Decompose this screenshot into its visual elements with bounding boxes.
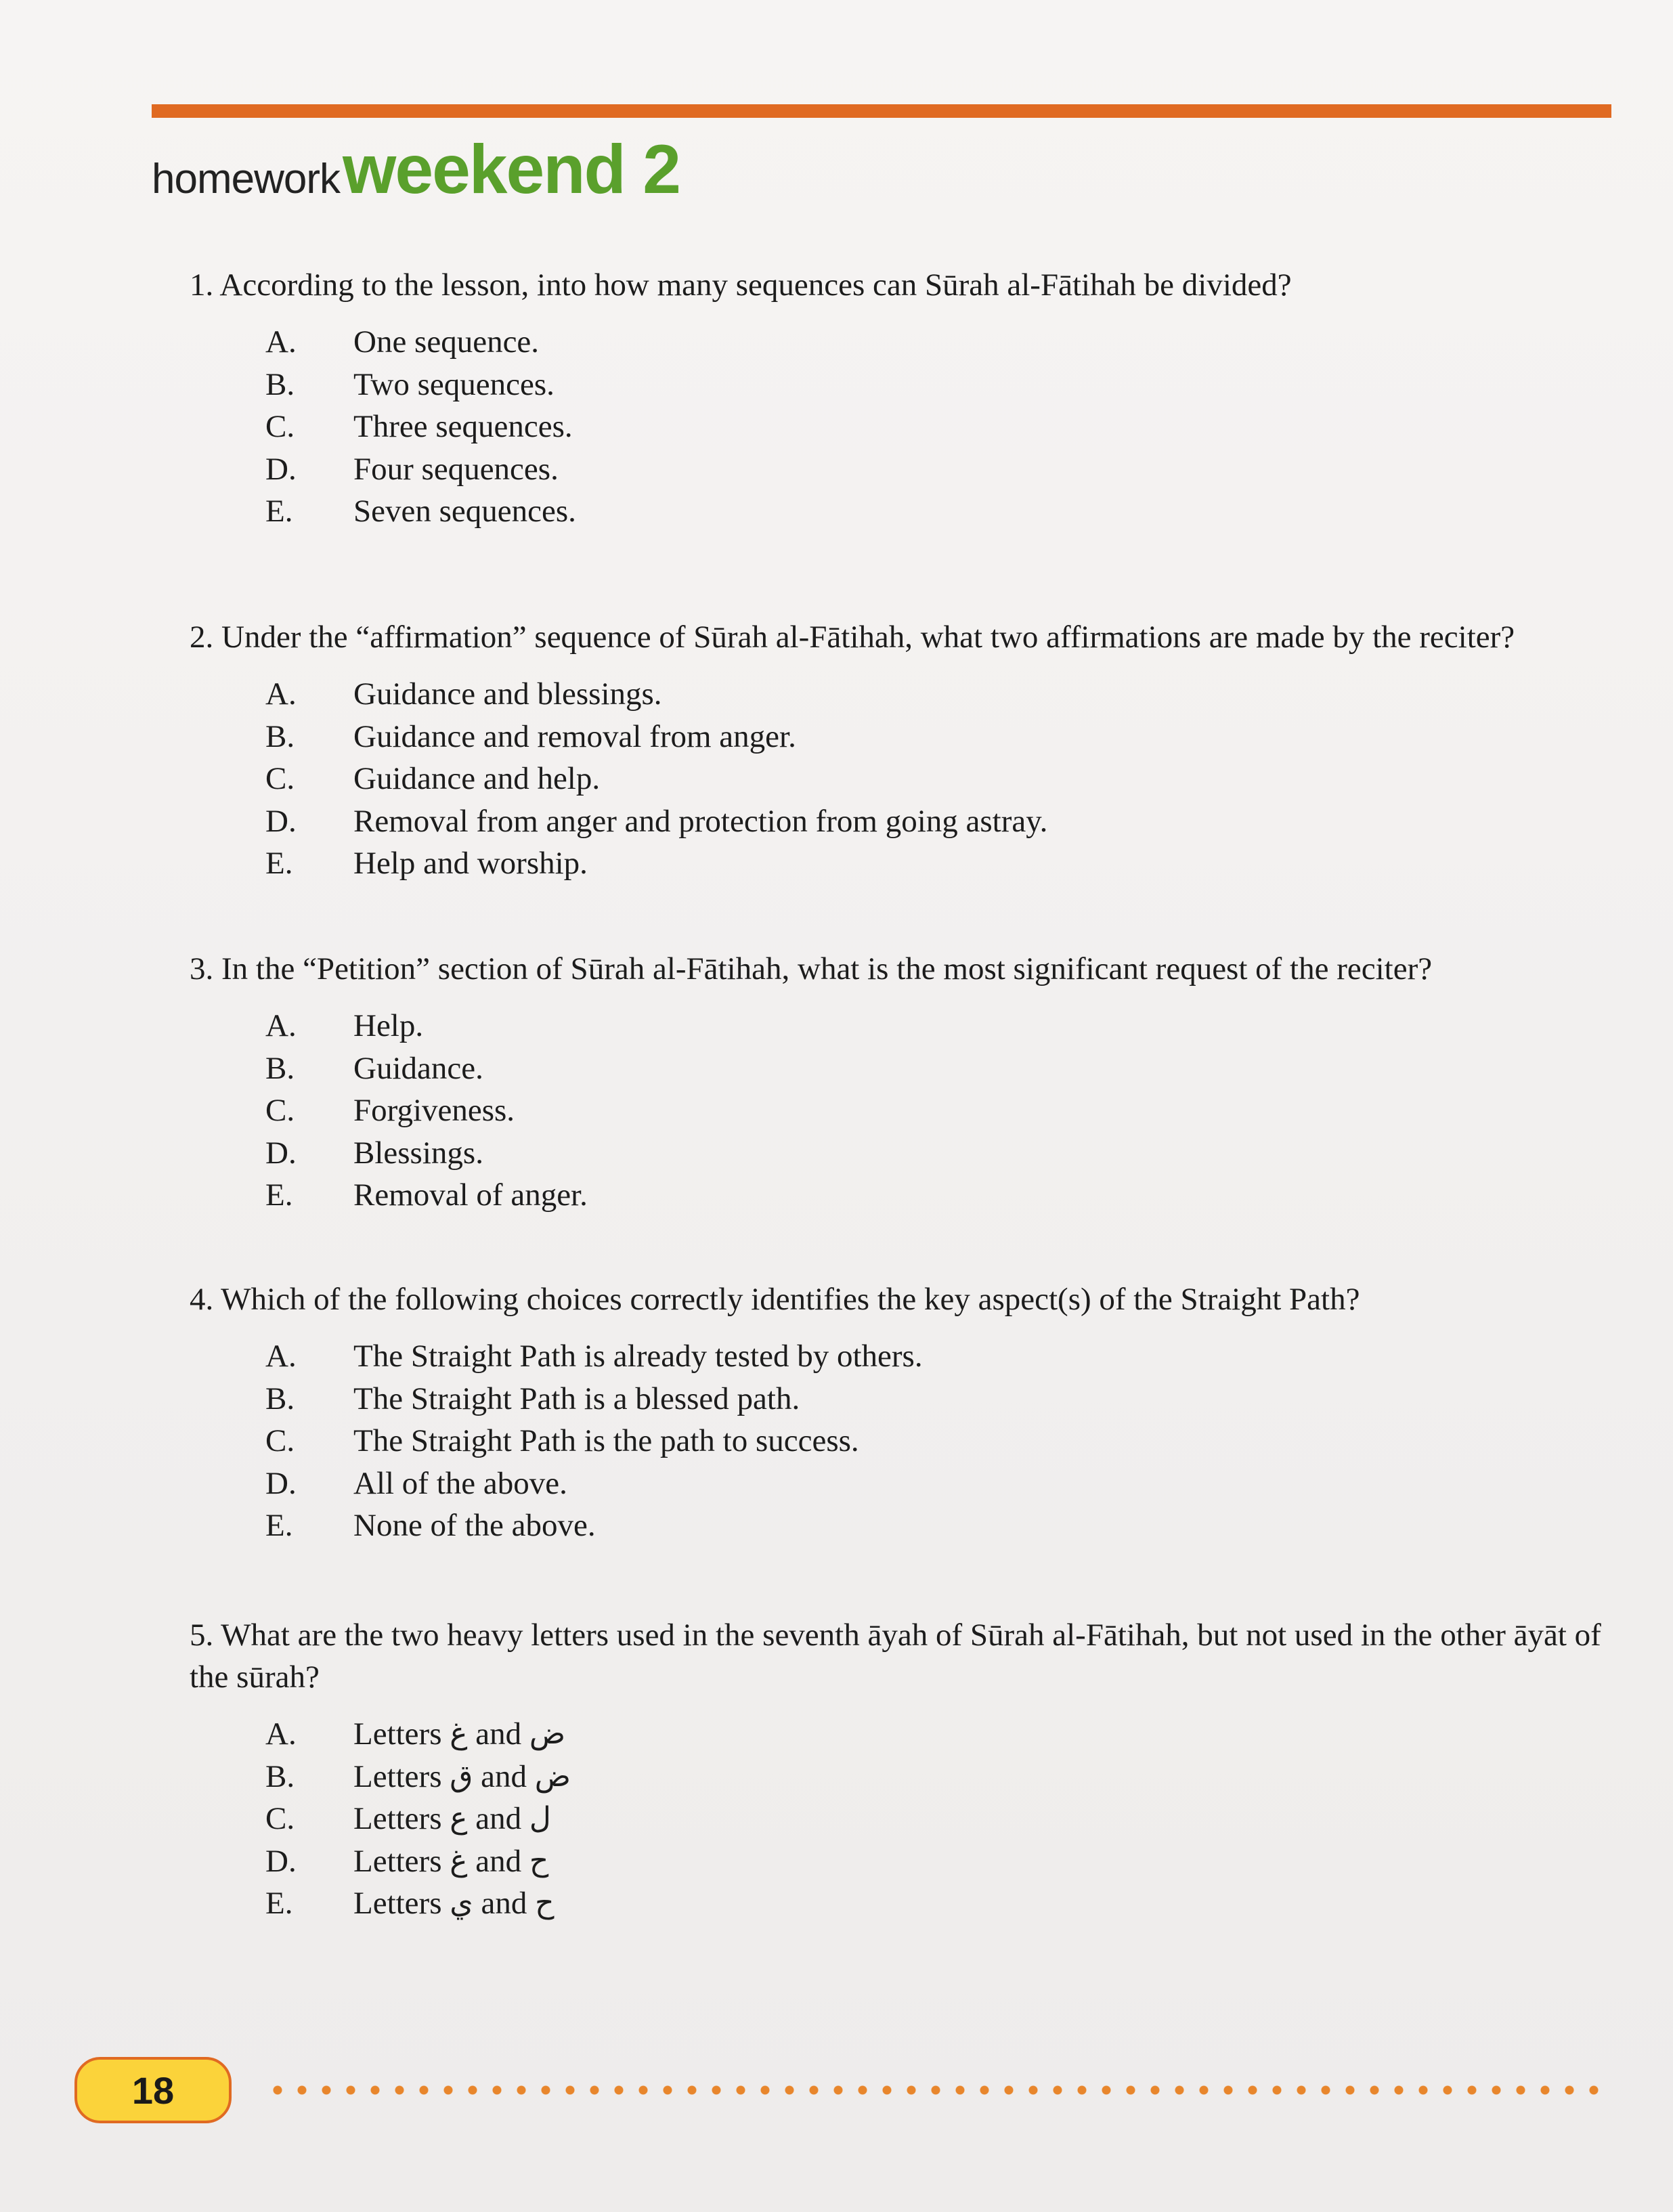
option-text: One sequence. xyxy=(353,324,540,360)
option-a xyxy=(190,1713,1618,1756)
option-c xyxy=(190,1798,1618,1840)
option-text: None of the above. xyxy=(353,1508,596,1543)
option-prefix: Letters xyxy=(353,1716,442,1752)
option-text: All of the above. xyxy=(353,1465,567,1501)
option-c xyxy=(190,1089,1618,1132)
option-text: Three sequences. xyxy=(353,409,573,444)
option-e xyxy=(190,1504,1618,1547)
option-prefix: Letters xyxy=(353,1758,442,1794)
page-number-badge xyxy=(74,2057,232,2123)
option-text: The Straight Path is already tested by others. xyxy=(353,1339,923,1374)
option-d xyxy=(190,800,1618,843)
option-text: Forgiveness. xyxy=(353,1093,515,1128)
option-text: Guidance and help. xyxy=(353,761,601,796)
question-1 xyxy=(190,264,1618,616)
option-letter: B. xyxy=(265,366,295,402)
option-a xyxy=(190,1335,1618,1378)
option-b xyxy=(190,716,1618,758)
option-d xyxy=(190,1132,1618,1175)
arabic-letter: ع xyxy=(450,1801,468,1836)
option-text: The Straight Path is the path to success. xyxy=(353,1423,859,1458)
page-header xyxy=(152,130,680,208)
option-letter: E. xyxy=(265,1886,293,1921)
option-letter: D. xyxy=(265,451,297,487)
option-letter: C. xyxy=(265,1423,295,1458)
question-stem: 4. Which of the following choices correctly identifies the key aspect(s) of the Straight Path? xyxy=(190,1282,1360,1317)
option-conj: and xyxy=(475,1843,522,1879)
option-e xyxy=(190,1174,1618,1217)
option-letter: B. xyxy=(265,718,295,754)
option-letter: E. xyxy=(265,1177,293,1213)
page-number: 18 xyxy=(131,2068,175,2112)
arabic-letter: غ xyxy=(450,1716,468,1751)
option-text: Help and worship. xyxy=(353,846,588,881)
header-rule xyxy=(152,104,1611,118)
question-4 xyxy=(190,1278,1618,1614)
arabic-letter: ل xyxy=(529,1801,551,1836)
option-a xyxy=(190,673,1618,716)
option-d xyxy=(190,448,1618,491)
option-d xyxy=(190,1840,1618,1883)
option-letter: B. xyxy=(265,1050,295,1086)
option-letter: B. xyxy=(265,1758,295,1794)
question-stem: 5. What are the two heavy letters used in the seventh āyah of Sūrah al-Fātihah, but not used in the other āyāt of the sūrah? xyxy=(190,1618,1601,1695)
arabic-letter: ض xyxy=(529,1716,566,1751)
option-list xyxy=(190,1335,1618,1547)
arabic-letter: ض xyxy=(534,1758,571,1794)
option-text: Removal of anger. xyxy=(353,1177,588,1213)
option-b xyxy=(190,1756,1618,1798)
question-list xyxy=(190,264,1618,1925)
arabic-letter: ح xyxy=(535,1886,555,1920)
option-text: Guidance and removal from anger. xyxy=(353,718,796,754)
page-title: weekend 2 xyxy=(343,131,680,208)
option-text: Help. xyxy=(353,1008,424,1043)
option-c xyxy=(190,1420,1618,1462)
question-2 xyxy=(190,616,1618,948)
option-list xyxy=(190,1713,1618,1925)
option-letter: E. xyxy=(265,1508,293,1543)
option-letter: D. xyxy=(265,1465,297,1501)
option-e xyxy=(190,1882,1618,1925)
option-text: The Straight Path is a blessed path. xyxy=(353,1381,800,1416)
header-prefix: homework xyxy=(152,156,340,202)
option-letter: C. xyxy=(265,409,295,444)
arabic-letter: ق xyxy=(450,1758,473,1794)
option-e xyxy=(190,842,1618,885)
option-list xyxy=(190,673,1618,885)
option-letter: A. xyxy=(265,1008,297,1043)
option-text: Guidance. xyxy=(353,1050,483,1086)
option-list xyxy=(190,321,1618,533)
arabic-letter: ح xyxy=(529,1843,549,1878)
option-a xyxy=(190,1005,1618,1047)
option-prefix: Letters xyxy=(353,1801,442,1836)
question-stem: 3. In the “Petition” section of Sūrah al-Fātihah, what is the most significant request of the reciter? xyxy=(190,951,1433,986)
option-d xyxy=(190,1462,1618,1505)
option-letter: E. xyxy=(265,494,293,529)
option-text: Four sequences. xyxy=(353,451,559,487)
option-letter: D. xyxy=(265,803,297,839)
option-letter: A. xyxy=(265,324,297,360)
arabic-letter: غ xyxy=(450,1843,468,1878)
option-letter: D. xyxy=(265,1843,297,1879)
option-list xyxy=(190,1005,1618,1217)
option-letter: C. xyxy=(265,1801,295,1836)
option-letter: A. xyxy=(265,1716,297,1752)
option-text: Guidance and blessings. xyxy=(353,676,662,712)
arabic-letter: ي xyxy=(450,1886,473,1920)
option-text: Seven sequences. xyxy=(353,494,576,529)
option-b xyxy=(190,364,1618,406)
option-letter: D. xyxy=(265,1135,297,1171)
option-letter: B. xyxy=(265,1381,295,1416)
option-prefix: Letters xyxy=(353,1886,442,1921)
option-letter: C. xyxy=(265,1093,295,1128)
option-c xyxy=(190,406,1618,448)
option-e xyxy=(190,490,1618,533)
option-b xyxy=(190,1047,1618,1090)
question-3 xyxy=(190,948,1618,1278)
option-c xyxy=(190,758,1618,800)
option-text: Two sequences. xyxy=(353,366,555,402)
question-stem: 1. According to the lesson, into how many sequences can Sūrah al-Fātihah be divided? xyxy=(190,267,1292,303)
option-conj: and xyxy=(475,1716,522,1752)
question-stem: 2. Under the “affirmation” sequence of Sūrah al-Fātihah, what two affirmations are made by the reciter? xyxy=(190,620,1515,655)
option-prefix: Letters xyxy=(353,1843,442,1879)
option-b xyxy=(190,1378,1618,1421)
footer-dotted-rule xyxy=(265,2085,1606,2095)
option-a xyxy=(190,321,1618,364)
option-text: Removal from anger and protection from going astray. xyxy=(353,803,1048,839)
option-conj: and xyxy=(475,1801,522,1836)
option-conj: and xyxy=(481,1758,527,1794)
option-letter: E. xyxy=(265,846,293,881)
option-letter: A. xyxy=(265,676,297,712)
question-5 xyxy=(190,1614,1618,1925)
option-letter: C. xyxy=(265,761,295,796)
option-text: Blessings. xyxy=(353,1135,483,1171)
option-letter: A. xyxy=(265,1339,297,1374)
option-conj: and xyxy=(481,1886,527,1921)
